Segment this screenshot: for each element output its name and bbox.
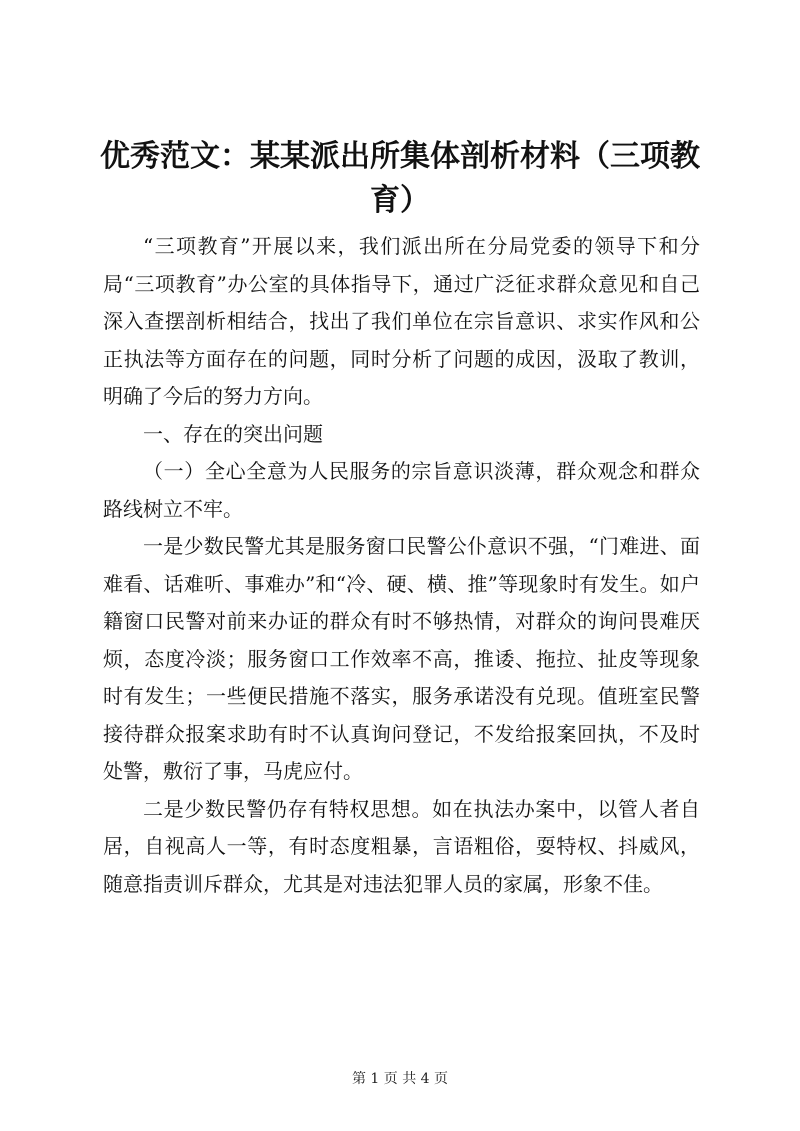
paragraph-intro: “三项教育”开展以来，我们派出所在分局党委的领导下和分局“三项教育”办公室的具体指导下，通过广泛征求群众意见和自己深入查摆剖析相结合，找出了我们单位在宗旨意识、求实作风和公正执法等方面存在的问题，同时分析了问题的成因，汲取了教训，明确了今后的努力方向。 bbox=[103, 234, 700, 408]
subsection-heading: （一）全心全意为人民服务的宗旨意识淡薄，群众观念和群众路线树立不牢。 bbox=[103, 459, 700, 521]
section-heading: 一、存在的突出问题 bbox=[143, 421, 323, 446]
paragraph-point-two: 二是少数民警仍存有特权思想。如在执法办案中，以管人者自居，自视高人一等，有时态度粗暴，言语粗俗，耍特权、抖威风，随意指责训斥群众，尤其是对违法犯罪人员的家属，形象不佳。 bbox=[103, 796, 700, 896]
paragraph-point-one: 一是少数民警尤其是服务窗口民警公仆意识不强，“门难进、面难看、话难听、事难办”和“冷、硬、横、推”等现象时有发生。如户籍窗口民警对前来办证的群众有时不够热情，对群众的询问畏难厌烦，态度冷淡；服务窗口工作效率不高，推诿、拖拉、扯皮等现象时有发生；一些便民措施不落实，服务承诺没有兑现。值班室民警接待群众报案求助有时不认真询问登记，不发给报案回执，不及时处警，敷衍了事，马虎应付。 bbox=[103, 534, 700, 783]
document-body bbox=[103, 228, 700, 903]
document-title: 优秀范文：某某派出所集体剖析材料（三项教育） bbox=[100, 139, 700, 218]
page-indicator: 第 1 页 共 4 页 bbox=[351, 1071, 449, 1087]
